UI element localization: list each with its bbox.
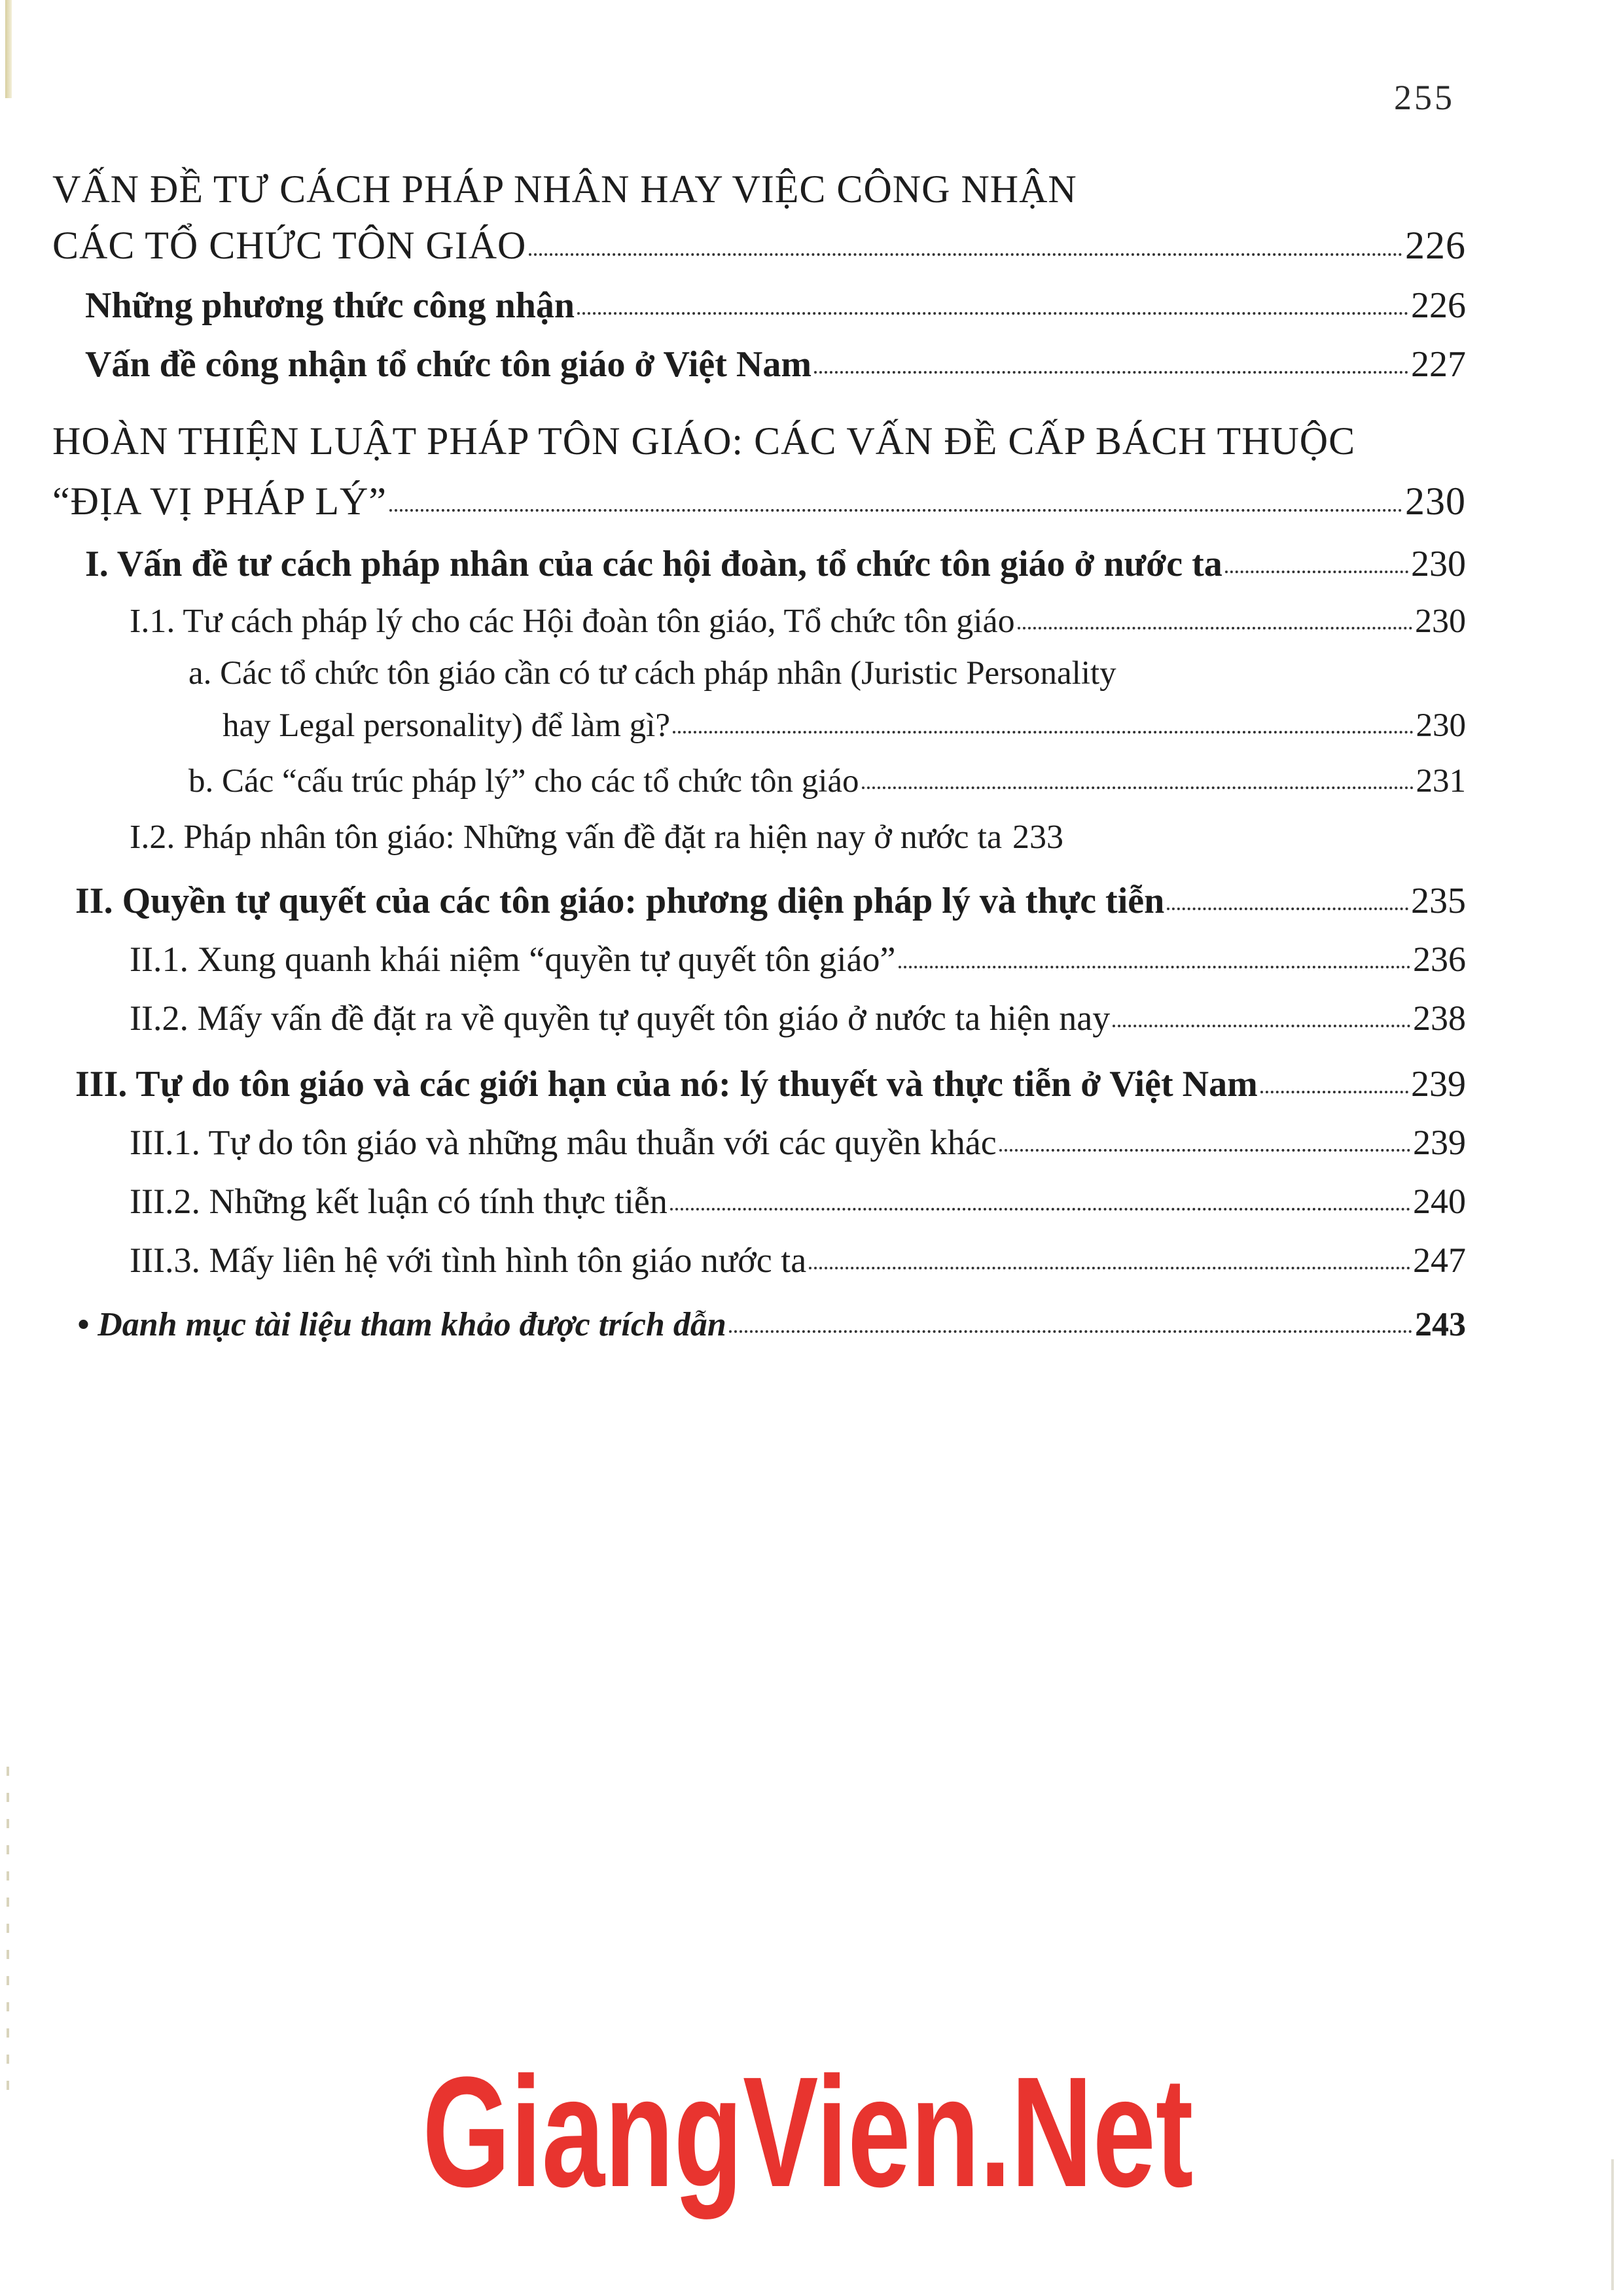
toc-entry-part-2-1[interactable]: [130, 939, 1466, 980]
toc-entry-part-2-2[interactable]: [130, 998, 1466, 1038]
toc-entry-title-line1: a. Các tổ chức tôn giáo cần có tư cách pháp nhân (Juristic Personality: [188, 655, 1116, 692]
toc-entry-title-line2: “ĐỊA VỊ PHÁP LÝ”: [52, 480, 387, 523]
toc-entry-part-1-2[interactable]: [130, 818, 1466, 857]
toc-page-number: 226: [1405, 224, 1466, 267]
toc-entry-part-3-3[interactable]: [130, 1240, 1466, 1280]
dot-leader: [1113, 1025, 1410, 1027]
toc-entry-part-2[interactable]: [75, 880, 1466, 922]
dot-leader: [999, 1149, 1410, 1152]
dot-leader: [529, 253, 1402, 256]
toc-entry-part-3[interactable]: [75, 1063, 1466, 1105]
toc-entry-title: Những phương thức công nhận: [85, 285, 575, 326]
toc-entry-title: III. Tự do tôn giáo và các giới hạn của nó: lý thuyết và thực tiễn ở Việt Nam: [75, 1064, 1258, 1104]
dot-leader: [1018, 627, 1412, 629]
toc-entry-title: Vấn đề công nhận tổ chức tôn giáo ở Việt Nam: [85, 344, 812, 385]
toc-page-number: 240: [1413, 1182, 1466, 1221]
toc-page-number: 226: [1411, 285, 1466, 326]
toc-entry-title: III.2. Những kết luận có tính thực tiễn: [130, 1182, 668, 1221]
toc-page-number: 230: [1405, 480, 1466, 523]
toc-entry-bibliography[interactable]: [77, 1305, 1466, 1344]
toc-entry-title-line1: HOÀN THIỆN LUẬT PHÁP TÔN GIÁO: CÁC VẤN ĐỀ CẤP BÁCH THUỘC: [52, 419, 1356, 463]
toc-page-number: 239: [1411, 1064, 1466, 1104]
toc-page-number: 227: [1411, 344, 1466, 385]
toc-entry-title-line1: VẤN ĐỀ TƯ CÁCH PHÁP NHÂN HAY VIỆC CÔNG NHẬN: [52, 168, 1077, 211]
page-edge-right: [1611, 2159, 1614, 2290]
toc-entry-title: b. Các “cấu trúc pháp lý” cho các tổ chức tôn giáo: [188, 763, 859, 800]
dot-leader: [389, 509, 1402, 512]
toc-page-number: 243: [1415, 1306, 1466, 1343]
toc-entry-title: II. Quyền tự quyết của các tôn giáo: phương diện pháp lý và thực tiễn: [75, 881, 1165, 921]
page-edge-left-lower: [7, 1767, 9, 2107]
toc-entry-recognition-methods[interactable]: [85, 285, 1466, 327]
toc-entry-part-1-1[interactable]: [130, 602, 1466, 641]
toc-page-number: 239: [1413, 1123, 1466, 1162]
dot-leader: [1225, 571, 1408, 573]
dot-leader: [862, 786, 1414, 789]
toc-entry-part-1-1-a[interactable]: [188, 654, 1466, 745]
toc-entry-title: III.1. Tự do tôn giáo và những mâu thuẫn với các quyền khác: [130, 1123, 997, 1162]
toc-entry-title: III.3. Mấy liên hệ với tình hình tôn giáo nước ta: [130, 1241, 807, 1280]
dot-leader: [577, 312, 1408, 315]
toc-page-number: 230: [1415, 603, 1466, 640]
toc-entry-recognition-section[interactable]: [52, 167, 1466, 268]
toc-page-number: 233: [1012, 819, 1064, 856]
page-number: 255: [1394, 78, 1455, 117]
toc-entry-part-1-1-b[interactable]: [188, 762, 1466, 800]
toc-entry-recognition-vietnam[interactable]: [85, 344, 1466, 385]
toc-page-number: 231: [1416, 763, 1466, 800]
dot-leader: [673, 731, 1414, 733]
toc-entry-title: II.1. Xung quanh khái niệm “quyền tự quyết tôn giáo”: [130, 940, 896, 979]
toc-page-number: 230: [1411, 544, 1466, 584]
dot-leader: [670, 1208, 1410, 1210]
toc-entry-title: I.1. Tư cách pháp lý cho các Hội đoàn tôn giáo, Tổ chức tôn giáo: [130, 603, 1015, 640]
dot-leader: [1260, 1091, 1408, 1093]
dot-leader: [814, 371, 1408, 374]
toc-entry-title: I. Vấn đề tư cách pháp nhân của các hội đoàn, tổ chức tôn giáo ở nước ta: [85, 544, 1222, 584]
page-edge-left: [5, 0, 12, 98]
toc-page-number: 247: [1413, 1241, 1466, 1280]
toc-page-number: 236: [1413, 940, 1466, 979]
watermark-text: GiangVien.Net: [422, 2044, 1194, 2219]
dot-leader: [1167, 908, 1408, 910]
toc-entry-title-line2: CÁC TỔ CHỨC TÔN GIÁO: [52, 224, 527, 267]
toc-entry-title: II.2. Mấy vấn đề đặt ra về quyền tự quyết tôn giáo ở nước ta hiện nay: [130, 998, 1111, 1038]
toc-entry-law-completion-section[interactable]: [52, 419, 1466, 524]
toc-entry-title: I.2. Pháp nhân tôn giáo: Những vấn đề đặt ra hiện nay ở nước ta: [130, 819, 1003, 856]
toc-entry-part-3-1[interactable]: [130, 1122, 1466, 1163]
toc-entry-part-3-2[interactable]: [130, 1181, 1466, 1222]
toc-entry-part-1[interactable]: [85, 543, 1466, 585]
toc-page-number: 238: [1413, 998, 1466, 1038]
toc-page-number: 230: [1416, 707, 1466, 744]
dot-leader: [729, 1330, 1412, 1333]
dot-leader: [809, 1267, 1410, 1269]
dot-leader: [899, 966, 1411, 968]
toc-entry-title-line2: hay Legal personality) để làm gì?: [223, 707, 670, 744]
toc-entry-title: • Danh mục tài liệu tham khảo được trích dẫn: [77, 1306, 726, 1343]
toc-page-number: 235: [1411, 881, 1466, 921]
